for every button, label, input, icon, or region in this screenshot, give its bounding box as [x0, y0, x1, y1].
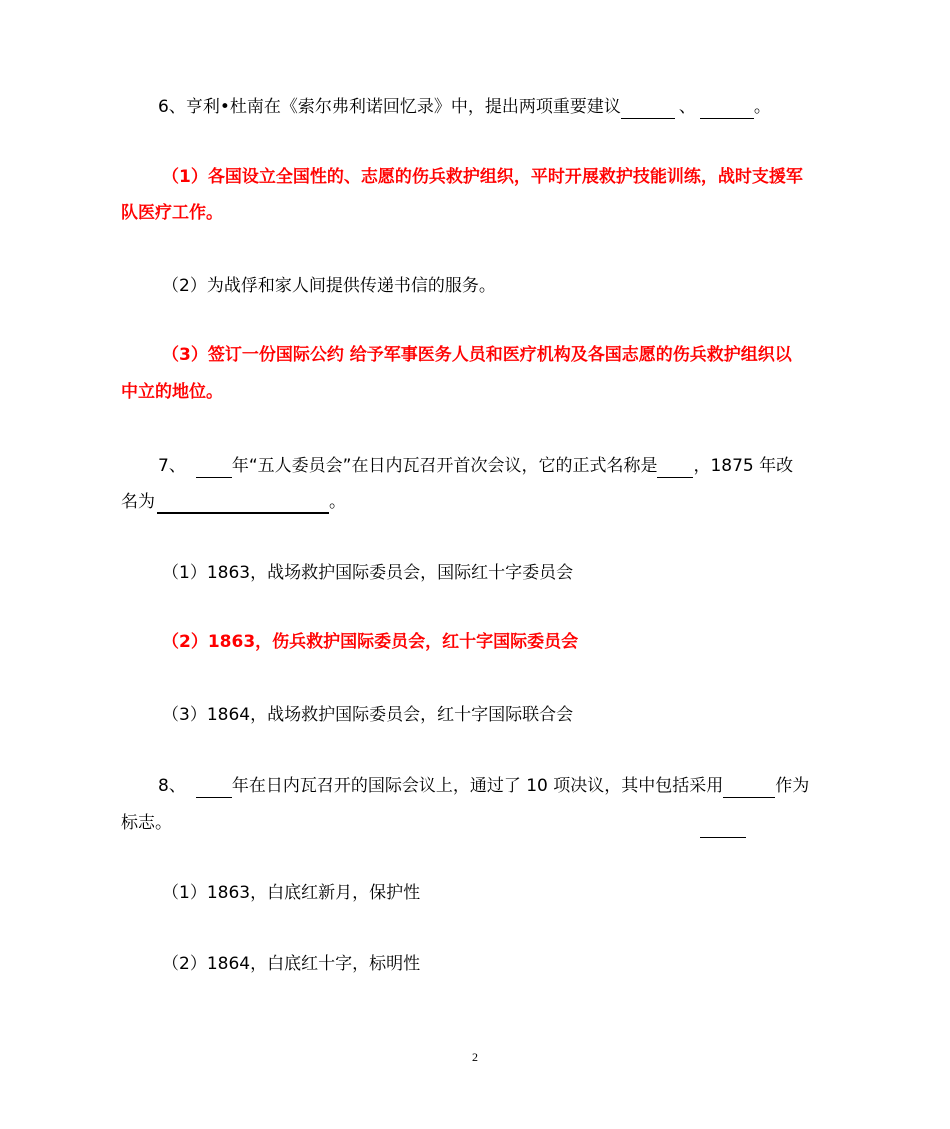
answer-blank [157, 494, 329, 514]
answer-blank [196, 779, 232, 798]
question-7-line2 [121, 490, 346, 514]
question-7-number: 7、 [158, 456, 186, 476]
page-number: 2 [472, 1050, 478, 1064]
q6-option-3-line1: （3）签订一份国际公约 给予军事医务人员和医疗机构及各国志愿的伤兵救护组织以 [162, 345, 792, 365]
question-7-line1 [158, 454, 793, 478]
period: 。 [753, 97, 771, 117]
q7-option-2: （2）1863，伤兵救护国际委员会，红十字国际委员会 [162, 632, 579, 652]
question-8-text: 年在日内瓦召开的国际会议上，通过了 10 项决议，其中包括采用 [231, 776, 724, 796]
question-8-line2: 标志。 [121, 813, 172, 833]
answer-blank [196, 459, 232, 478]
q7-option-1: （1）1863，战场救护国际委员会，国际红十字委员会 [162, 563, 574, 583]
answer-blank [700, 100, 754, 119]
question-8-line1 [158, 774, 809, 798]
q8-option-2: （2）1864，白底红十字，标明性 [162, 954, 421, 974]
q7-option-3: （3）1864，战场救护国际委员会，红十字国际联合会 [162, 705, 574, 725]
q8-option-1: （1）1863，白底红新月，保护性 [162, 883, 421, 903]
question-6 [158, 95, 771, 119]
separator: 、 [678, 97, 696, 117]
question-7-text-2: ，1875 年改 [693, 456, 794, 476]
question-6-text: 6、亨利•杜南在《索尔弗利诺回忆录》中，提出两项重要建议 [158, 97, 621, 117]
q6-option-1-line1: （1）各国设立全国性的、志愿的伤兵救护组织，平时开展救护技能训练，战时支援军 [162, 167, 803, 187]
answer-blank [657, 459, 693, 478]
q6-option-1-line2: 队医疗工作。 [121, 203, 223, 223]
question-7-text: 年“五人委员会”在日内瓦召开首次会议，它的正式名称是 [231, 456, 658, 476]
q6-option-3-line2: 中立的地位。 [121, 382, 223, 402]
question-8-text-2: 作为 [775, 776, 810, 796]
question-7-line2-text: 名为 [121, 492, 155, 512]
answer-blank [700, 837, 746, 838]
answer-blank [621, 100, 675, 119]
period: 。 [329, 492, 346, 512]
answer-blank [723, 779, 775, 798]
question-8-number: 8、 [158, 776, 186, 796]
q6-option-2: （2）为战俘和家人间提供传递书信的服务。 [162, 276, 496, 296]
